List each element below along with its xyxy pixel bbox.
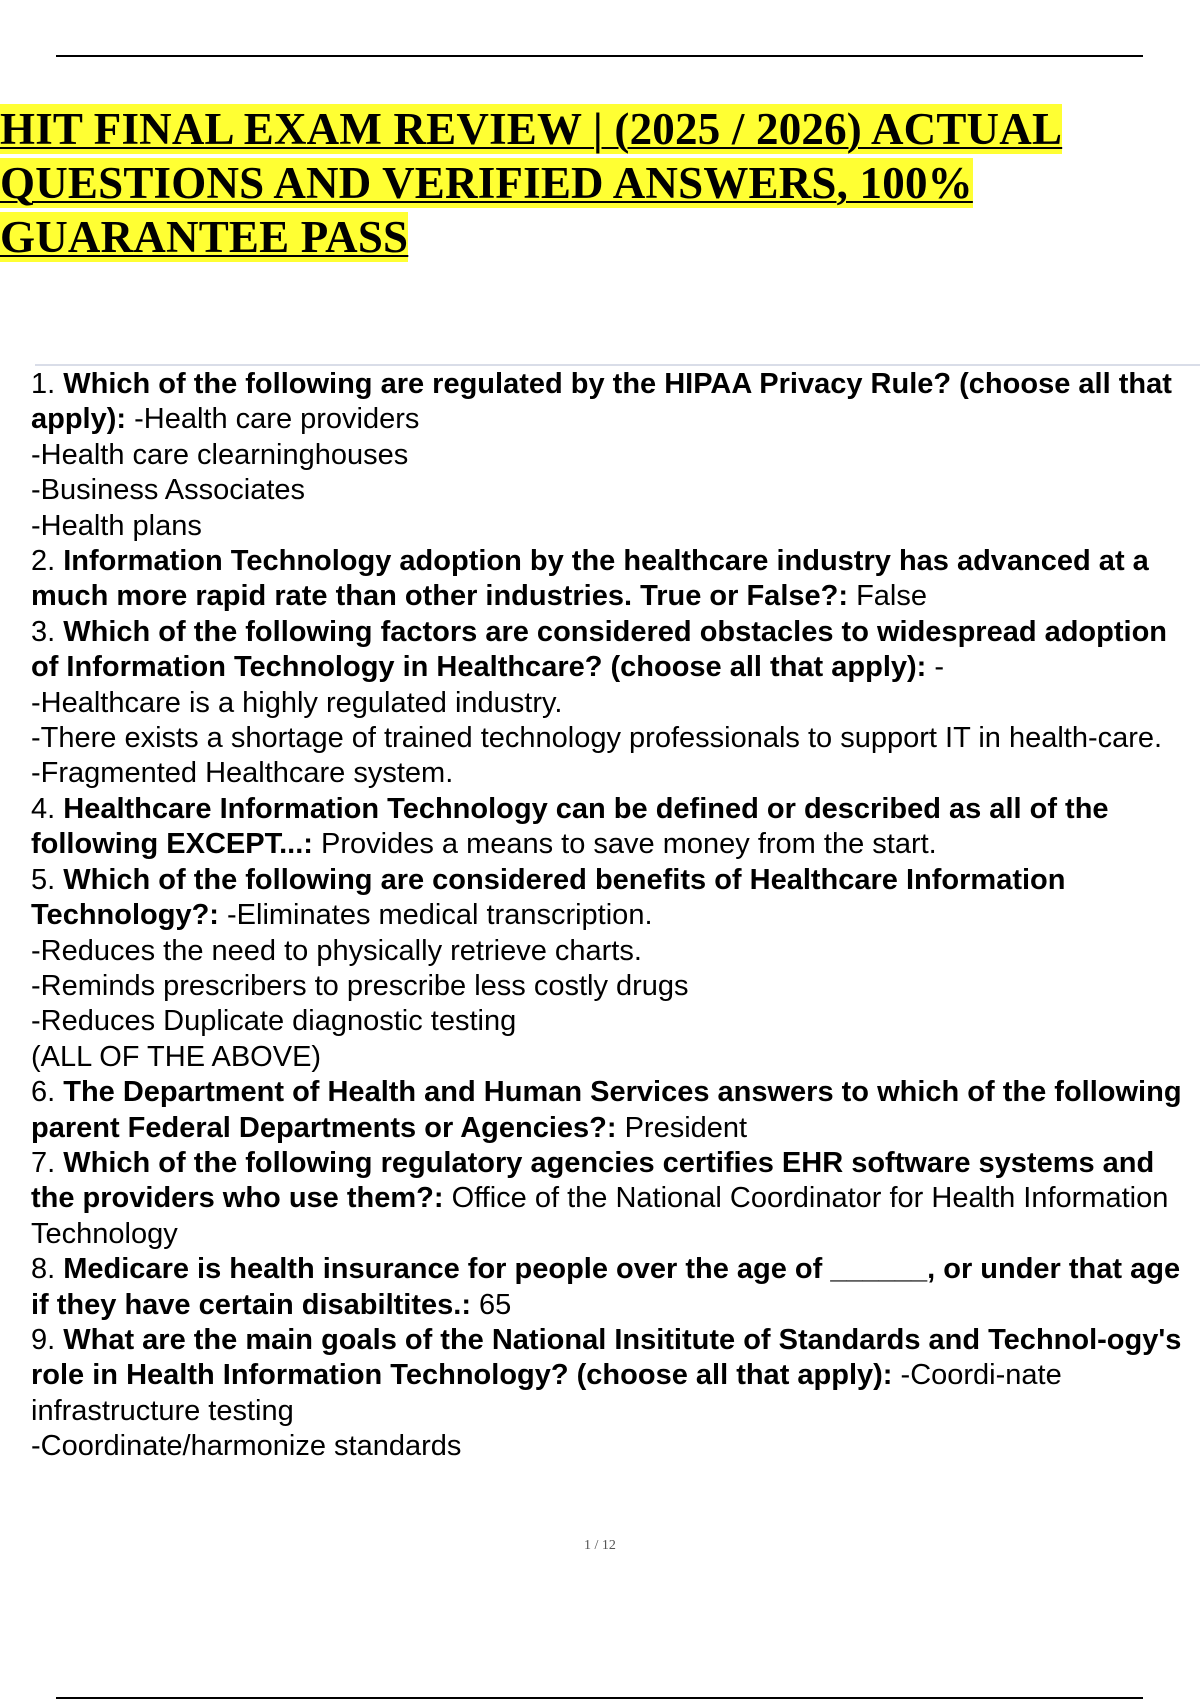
answer-line: -Reduces the need to physically retrieve charts. — [31, 934, 642, 967]
question-item-9 — [31, 1323, 1199, 1465]
question-text: Which of the following are regulated by the HIPAA Privacy Rule? (choose all that apply): — [31, 368, 1172, 436]
question-number: 2. — [31, 545, 56, 578]
answer-line: -Health care clearninghouses — [31, 438, 409, 471]
question-text: Healthcare Information Technology can be defined or described as all of the following EXCEPT...: — [31, 792, 1109, 861]
bottom-rule — [56, 1697, 1143, 1699]
question-line — [31, 863, 1199, 934]
top-rule — [56, 55, 1143, 57]
answer-line: -Fragmented Healthcare system. — [31, 757, 454, 790]
answer-text: - — [934, 651, 945, 684]
answer-text: 65 — [479, 1288, 512, 1321]
question-line — [31, 615, 1199, 686]
question-line — [31, 1252, 1199, 1323]
question-number: 6. — [31, 1076, 56, 1109]
answer-line: -Reminds prescribers to prescribe less costly drugs — [31, 969, 689, 1002]
answer-line: -Reduces Duplicate diagnostic testing — [31, 1005, 517, 1038]
question-item-8 — [31, 1252, 1199, 1323]
question-text: Which of the following regulatory agencies certifies EHR software systems and the providers who use them?: — [31, 1146, 1155, 1215]
answer-text: Provides a means to save money from the start. — [321, 828, 937, 861]
answer-text: -Eliminates medical transcription. — [227, 899, 653, 932]
answer-text: False — [856, 580, 927, 613]
question-item-1 — [31, 367, 1199, 544]
question-number: 3. — [31, 615, 56, 648]
question-text: Information Technology adoption by the healthcare industry has advanced at a much more rapid rate than other industries. True or False?: — [31, 545, 1149, 613]
question-number: 7. — [31, 1146, 56, 1179]
question-number: 8. — [31, 1253, 56, 1286]
answer-text: -Coordi-nate infrastructure testing — [31, 1359, 1062, 1427]
question-item-7 — [31, 1146, 1199, 1252]
question-line — [31, 792, 1199, 863]
question-text: Medicare is health insurance for people over the age of ______, or under that age if they have certain disabiltites.: — [31, 1253, 1181, 1321]
question-text: Which of the following factors are considered obstacles to widespread adoption of Information Technology in Healthcare? (choose all that apply): — [31, 615, 1168, 684]
question-item-5 — [31, 863, 1199, 1075]
question-line — [31, 1323, 1199, 1429]
answer-line: -There exists a shortage of trained technology professionals to support IT in health-care. — [31, 722, 1163, 755]
question-item-6 — [31, 1075, 1199, 1146]
question-number: 5. — [31, 863, 56, 896]
question-text: Which of the following are considered benefits of Healthcare Information Technology?: — [31, 863, 1066, 932]
answer-text: Office of the National Coordinator for Health Information Technology — [31, 1182, 1169, 1250]
answer-text: President — [624, 1111, 748, 1144]
question-line — [31, 1146, 1199, 1252]
section-separator — [35, 364, 1200, 366]
document-title — [0, 102, 1195, 264]
answer-line: (ALL OF THE ABOVE) — [31, 1040, 322, 1073]
answer-line: -Health plans — [31, 509, 202, 542]
question-number: 9. — [31, 1323, 56, 1356]
question-item-3 — [31, 615, 1199, 792]
question-line — [31, 1075, 1199, 1146]
document-title-text: HIT FINAL EXAM REVIEW | (2025 / 2026) ACTUAL QUESTIONS AND VERIFIED ANSWERS, 100% GUARANTEE PASS — [0, 104, 1063, 262]
question-item-4 — [31, 792, 1199, 863]
question-item-2 — [31, 544, 1199, 615]
question-line — [31, 367, 1199, 438]
question-line — [31, 544, 1199, 615]
question-text: The Department of Health and Human Services answers to which of the following parent Federal Departments or Agencies?: — [31, 1076, 1182, 1144]
question-list — [31, 367, 1199, 1465]
answer-text: -Health care providers — [134, 403, 420, 436]
answer-line: -Healthcare is a highly regulated industry. — [31, 686, 563, 719]
page-number: 1 / 12 — [584, 1538, 616, 1553]
question-number: 1. — [31, 368, 56, 400]
question-text: What are the main goals of the National Insititute of Standards and Technol-ogy's role in Health Information Technology? (choose all that apply): — [31, 1323, 1182, 1392]
question-number: 4. — [31, 792, 56, 825]
answer-line: -Coordinate/harmonize standards — [31, 1430, 462, 1463]
answer-line: -Business Associates — [31, 474, 306, 507]
